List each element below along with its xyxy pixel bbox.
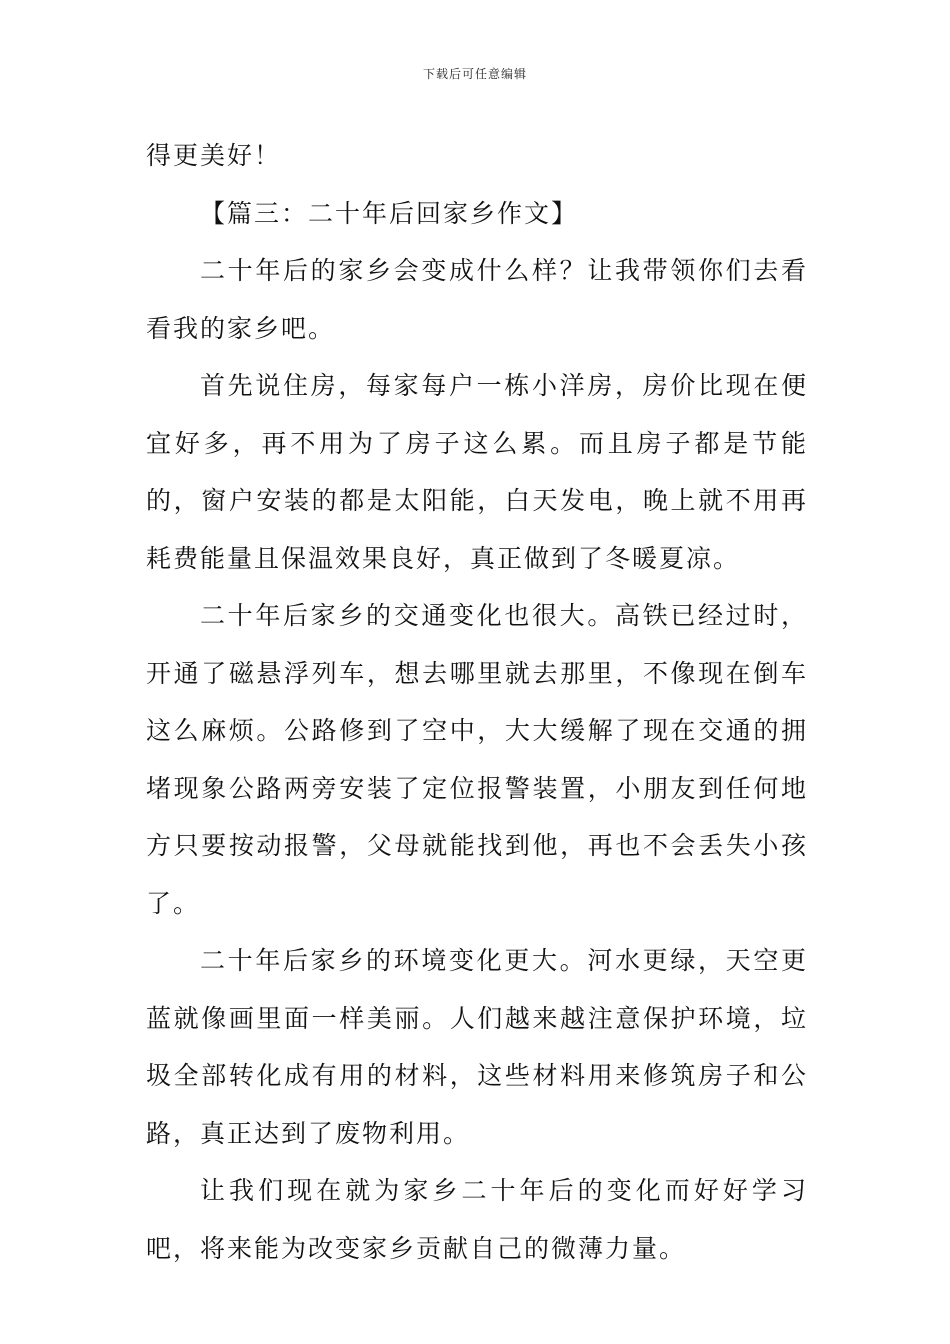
- section-title: 【篇三：二十年后回家乡作文】: [200, 198, 579, 228]
- paragraph-housing: 首先说住房，每家每户一栋小洋房，房价比现在便宜好多，再不用为了房子这么累。而且房子都是节能的，窗户安装的都是太阳能，白天发电，晚上就不用再耗费能量且保温效果良好，真正做到了冬暖夏凉。: [146, 371, 808, 573]
- paragraph-continuation: 得更美好！: [146, 141, 282, 170]
- paragraph-conclusion: 让我们现在就为家乡二十年后的变化而好好学习吧，将来能为改变家乡贡献自己的微薄力量。: [146, 1176, 808, 1263]
- page-header: 下载后可任意编辑: [422, 67, 527, 81]
- paragraph-environment: 二十年后家乡的环境变化更大。河水更绿，天空更蓝就像画里面一样美丽。人们越来越注意保护环境，垃圾全部转化成有用的材料，这些材料用来修筑房子和公路，真正达到了废物利用。: [146, 946, 808, 1148]
- paragraph-transport: 二十年后家乡的交通变化也很大。高铁已经过时，开通了磁悬浮列车，想去哪里就去那里，不像现在倒车这么麻烦。公路修到了空中，大大缓解了现在交通的拥堵现象公路两旁安装了定位报警装置，小朋友到任何地方只要按动报警，父母就能找到他，再也不会丢失小孩了。: [146, 601, 808, 918]
- document-body: [146, 127, 808, 1277]
- paragraph-intro: 二十年后的家乡会变成什么样？让我带领你们去看看我的家乡吧。: [146, 256, 808, 343]
